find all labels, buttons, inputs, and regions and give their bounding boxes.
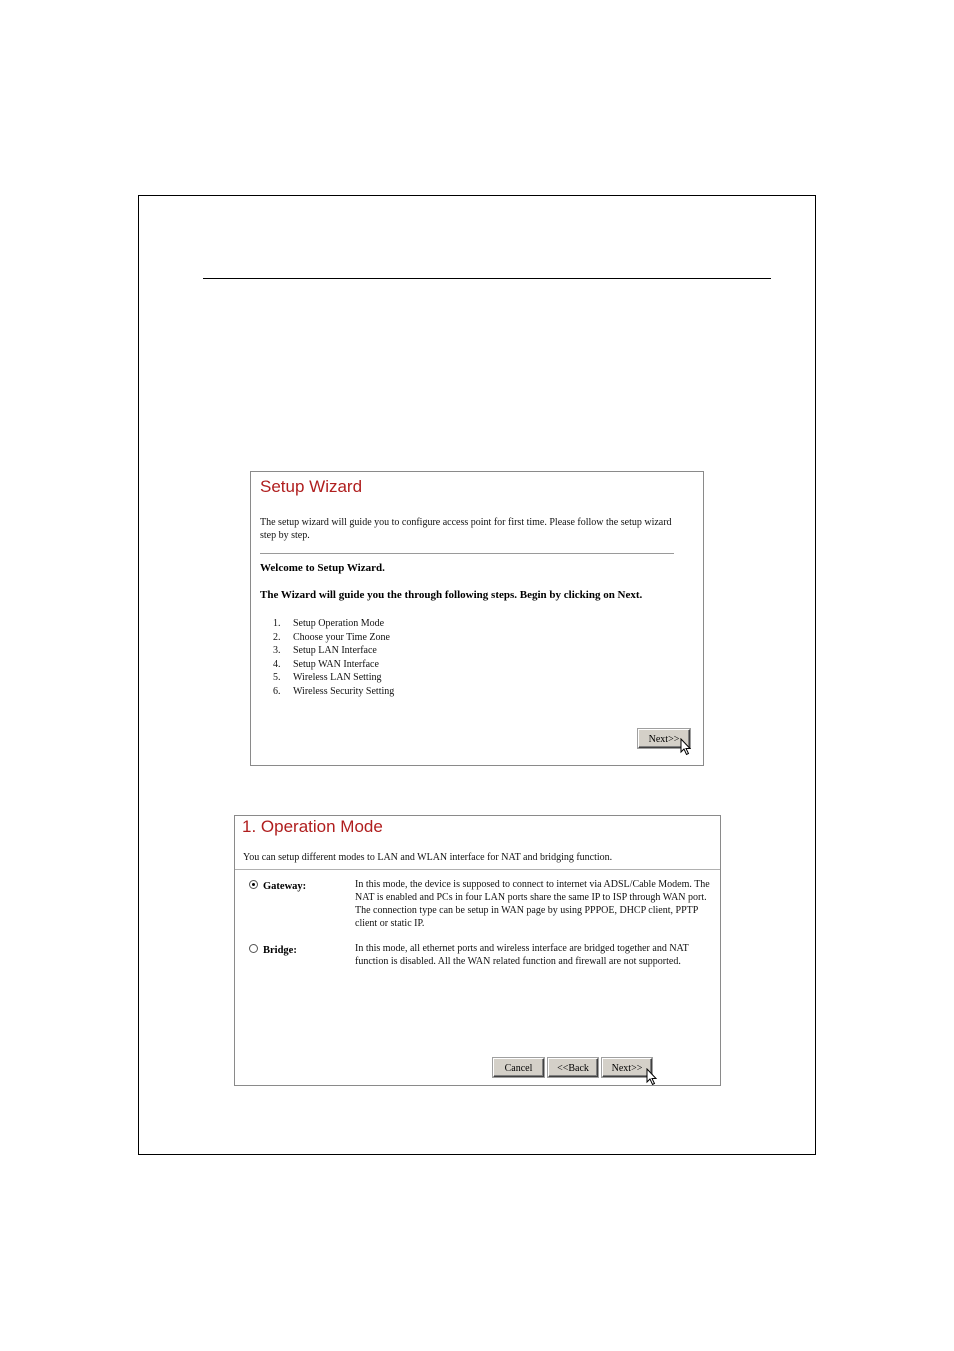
- step-number: 3.: [273, 645, 281, 657]
- bridge-radio[interactable]: [249, 944, 258, 953]
- step-label: Setup Operation Mode: [293, 618, 385, 630]
- step-number: 2.: [273, 631, 281, 643]
- gateway-radio[interactable]: [249, 880, 258, 889]
- step-label: Setup LAN Interface: [293, 645, 377, 657]
- cancel-button[interactable]: Cancel: [493, 1058, 544, 1077]
- list-item: [273, 671, 394, 685]
- step-number: 1.: [273, 618, 281, 630]
- list-item: [273, 644, 394, 658]
- list-item: [273, 658, 394, 672]
- list-item: [273, 631, 394, 645]
- list-item: [273, 685, 394, 699]
- next-button[interactable]: Next>>: [602, 1058, 652, 1077]
- operation-mode-panel: [234, 815, 721, 1086]
- mouse-pointer-icon: [646, 1068, 658, 1086]
- step-number: 6.: [273, 685, 281, 697]
- bridge-label: Bridge:: [263, 945, 297, 956]
- step-label: Wireless Security Setting: [293, 685, 395, 697]
- gateway-description: In this mode, the device is supposed to connect to internet via ADSL/Cable Modem. The NAT is enabled and PCs in four LAN ports share the same IP to ISP through WAN port. The connection type can be setup in WAN page by using PPPOE, DHCP client, PPTP client or static IP.: [355, 879, 710, 929]
- setup-wizard-title: Setup Wizard: [260, 477, 363, 496]
- setup-wizard-intro: The setup wizard will guide you to configure access point for first time. Please follow the setup wizard step by step.: [260, 517, 672, 541]
- gateway-label: Gateway:: [263, 881, 307, 892]
- steps-list: [273, 617, 394, 698]
- step-label: Wireless LAN Setting: [293, 672, 382, 684]
- operation-mode-title: 1. Operation Mode: [242, 817, 383, 836]
- divider: [260, 553, 674, 554]
- step-label: Setup WAN Interface: [293, 658, 379, 670]
- setup-wizard-panel: [250, 471, 704, 766]
- list-item: [273, 617, 394, 631]
- welcome-heading: Welcome to Setup Wizard.: [260, 562, 385, 574]
- back-button[interactable]: <<Back: [548, 1058, 598, 1077]
- header-rule: [203, 278, 771, 279]
- step-number: 5.: [273, 672, 281, 684]
- step-label: Choose your Time Zone: [293, 631, 390, 643]
- divider: [235, 869, 720, 870]
- bridge-description: In this mode, all ethernet ports and wireless interface are bridged together and NAT function is disabled. All the WAN related function and firewall are not supported.: [355, 943, 689, 967]
- guide-heading: The Wizard will guide you the through following steps. Begin by clicking on Next.: [260, 589, 643, 601]
- operation-mode-intro: You can setup different modes to LAN and WLAN interface for NAT and bridging function.: [243, 852, 613, 863]
- next-button[interactable]: Next>>: [638, 729, 690, 748]
- mouse-pointer-icon: [680, 738, 692, 756]
- step-number: 4.: [273, 658, 281, 670]
